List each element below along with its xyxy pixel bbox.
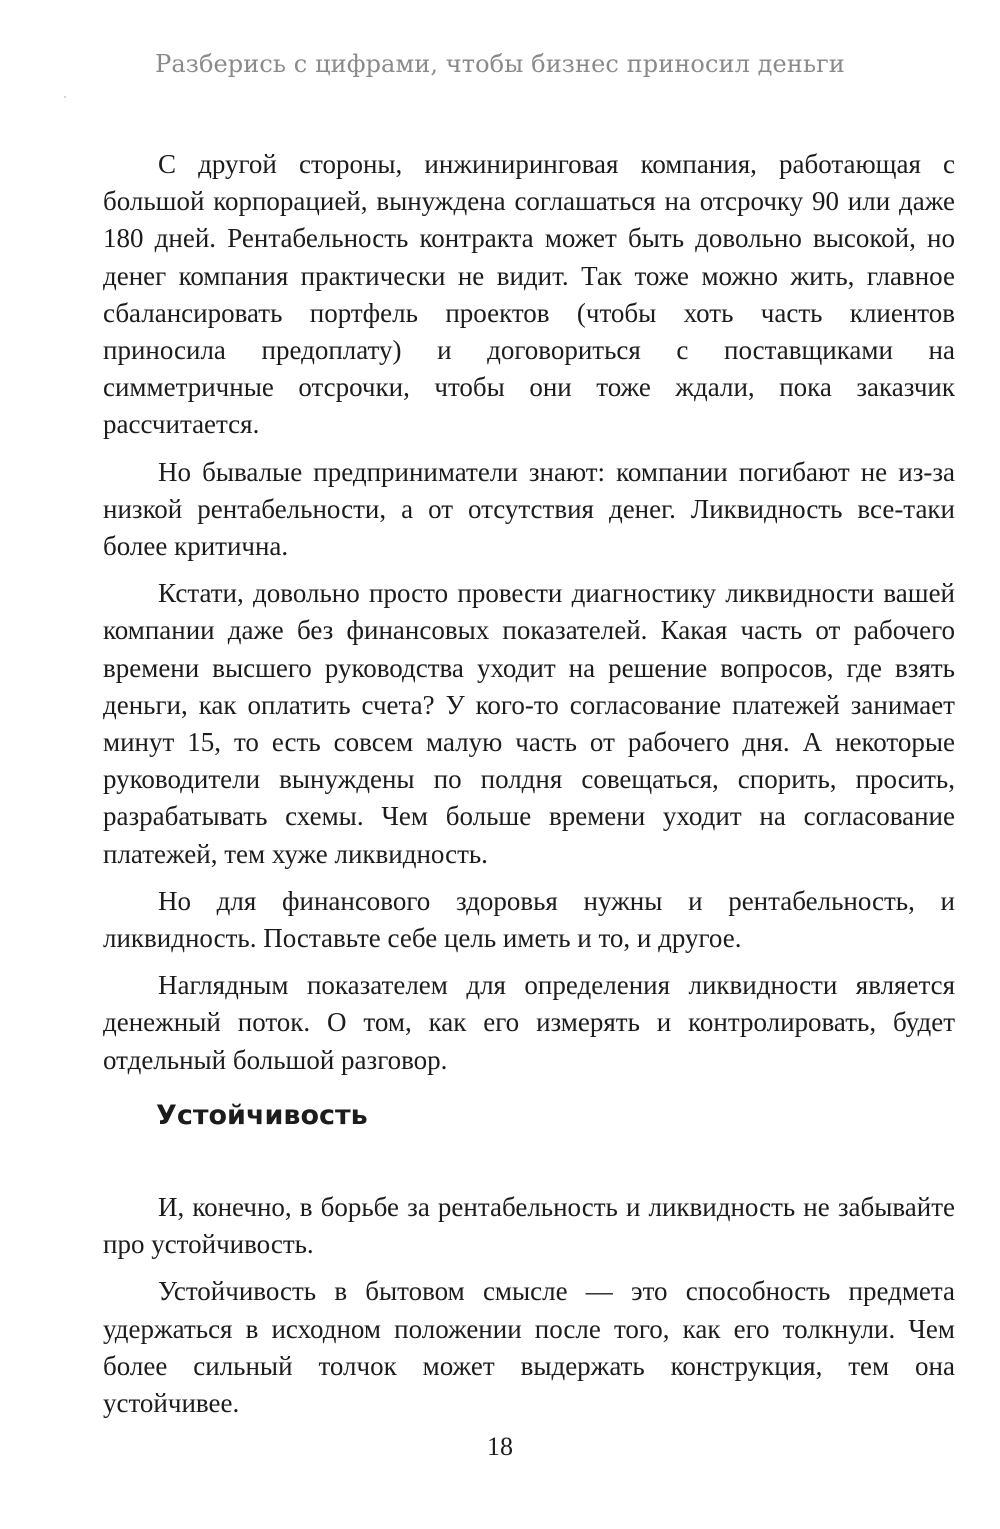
- paragraph: Но бывалые предприниматели знают: компании погибают не из-за низкой рентабельности, а от отсутствия денег. Ликвидность все-таки более критична.: [103, 456, 955, 562]
- scan-speck: [64, 96, 66, 98]
- paragraph: Но для финансового здоровья нужны и рентабельность, и ликвидность. Поставьте себе цель иметь и то, и другое.: [103, 885, 955, 954]
- page-number: 18: [487, 1432, 513, 1461]
- paragraph: Наглядным показателем для определения ликвидности является денежный поток. О том, как его измерять и контролировать, будет отдельный большой разговор.: [103, 970, 955, 1075]
- body-text-after-heading: [103, 1189, 955, 1422]
- running-head: Разберись с цифрами, чтобы бизнес приносил деньги: [155, 50, 845, 78]
- body-text-before-heading: [103, 146, 955, 1079]
- paragraph: Кстати, довольно просто провести диагностику ликвидности вашей компании даже без финансовых показателей. Какая часть от рабочего времени высшего руководства уходит на решение вопросов, где взять деньги, как оплатить счета? У кого-то согласование платежей занимает минут 15, то есть совсем малую часть от рабочего дня. А некоторые руководители вынуждены по полдня совещаться, спорить, просить, разрабатывать схемы. Чем больше времени уходит на согласование платежей, тем хуже ликвидность.: [103, 578, 955, 869]
- paragraph: Устойчивость в бытовом смысле — это способность предмета удержаться в исходном положении после того, как его толкнули. Чем более сильный толчок может выдержать конструкция, тем она устойчивее.: [103, 1276, 955, 1419]
- section-heading: Устойчивость: [156, 1100, 368, 1131]
- paragraph: И, конечно, в борьбе за рентабельность и ликвидность не забывайте про устойчивость.: [103, 1192, 955, 1260]
- paragraph: С другой стороны, инжиниринговая компания, работающая с большой корпорацией, вынуждена соглашаться на отсрочку 90 или даже 180 дней. Рентабельность контракта может быть довольно высокой, но денег компания практически не видит. Так тоже можно жить, главное сбалансировать портфель проектов (чтобы хоть часть клиентов приносила предоплату) и договориться с поставщиками на симметричные отсрочки, чтобы они тоже ждали, пока заказчик рассчитается.: [103, 149, 955, 440]
